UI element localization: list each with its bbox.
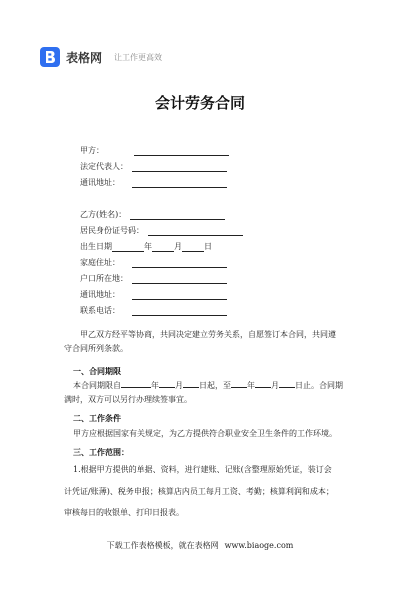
term-end-month-blank [255,379,271,388]
site-header [40,44,162,70]
hukou-field [80,273,227,284]
phone-label: 联系电话： [80,306,120,315]
party-a-blank [134,146,229,156]
birth-year-blank [112,242,144,252]
term-start-label: 本合同期限自 [73,381,121,390]
party-a-address-label: 通讯地址： [80,178,120,187]
section-2-text: 甲方应根据国家有关规定，为乙方提供符合职业安全卫生条件的工作环境。 [73,429,337,438]
term-start-day-blank [183,379,199,388]
term-start-month-blank [159,379,175,388]
brand-name[interactable]: 表格网 [66,50,103,65]
party-b-address-label: 通讯地址： [80,290,120,299]
term-start-day-label: 日起，至 [199,381,231,390]
section-1-line-2: 满时，双方可以另行办理续签事宜。 [64,395,192,404]
brand-slogan: 让工作更高效 [114,52,163,62]
section-1-line-1 [73,379,349,393]
page-footer [0,540,400,551]
section-2-heading: 二、工作条件 [73,413,121,423]
party-b-name-label: 乙方(姓名)： [80,210,127,219]
section-3-heading: 三、工作范围： [73,447,129,457]
birth-year-label: 年 [144,242,152,251]
birth-date-field [80,241,212,252]
legal-rep-field [80,161,227,172]
birth-day-label: 日 [204,242,212,251]
term-end-day-blank [279,379,295,388]
term-end-month-label: 月 [271,381,279,390]
birth-date-label: 出生日期 [80,242,112,251]
birth-month-blank [152,242,174,252]
id-number-label: 居民身份证号码： [80,226,144,235]
party-a-address-blank [132,178,227,188]
party-a-field [80,145,229,156]
home-address-field [80,257,227,268]
term-end-year-label: 年 [247,381,255,390]
section-3-line-3: 审核每日的收银单、打印日报表。 [64,508,184,517]
footer-text: 下载工作表格模板，就在表格网 [106,541,219,550]
term-end-day-label: 日止。合同期 [295,381,343,390]
section-1-heading: 一、合同期限 [73,366,121,376]
home-address-blank [132,258,227,268]
term-end-year-blank [231,379,247,388]
party-b-address-field [80,289,227,300]
document-title: 会计劳务合同 [154,94,245,112]
party-b-address-blank [132,290,227,300]
birth-month-label: 月 [174,242,182,251]
id-number-field [80,225,243,236]
hukou-label: 户口所在地： [80,274,128,283]
section-3-line-2: 计凭证/账薄)、税务申报；核算店内员工每月工资、考勤；核算利润和成本； [64,487,334,496]
phone-blank [132,306,227,316]
party-a-address-field [80,177,227,188]
footer-link[interactable]: www.biaoge.com [224,541,294,550]
party-a-label: 甲方： [80,146,104,155]
birth-day-blank [182,242,204,252]
party-b-name-blank [130,210,225,220]
term-start-year-label: 年 [151,381,159,390]
party-b-name-field [80,209,225,220]
hukou-blank [132,274,227,284]
intro-paragraph: 甲乙双方经平等协商，共同决定建立劳务关系，自愿签订本合同，共同遵守合同所列条款。 [64,330,336,353]
legal-rep-label: 法定代表人： [80,162,128,171]
section-3-line-1: 1.根据甲方提供的单据、资料，进行建账、记账(含整理原始凭证，装订会 [73,465,332,474]
phone-field [80,305,227,316]
id-number-blank [148,226,243,236]
legal-rep-blank [132,162,227,172]
term-start-year-blank [121,379,151,388]
term-start-month-label: 月 [175,381,183,390]
home-address-label: 家庭住址： [80,258,120,267]
b-logo-icon[interactable] [40,47,60,67]
